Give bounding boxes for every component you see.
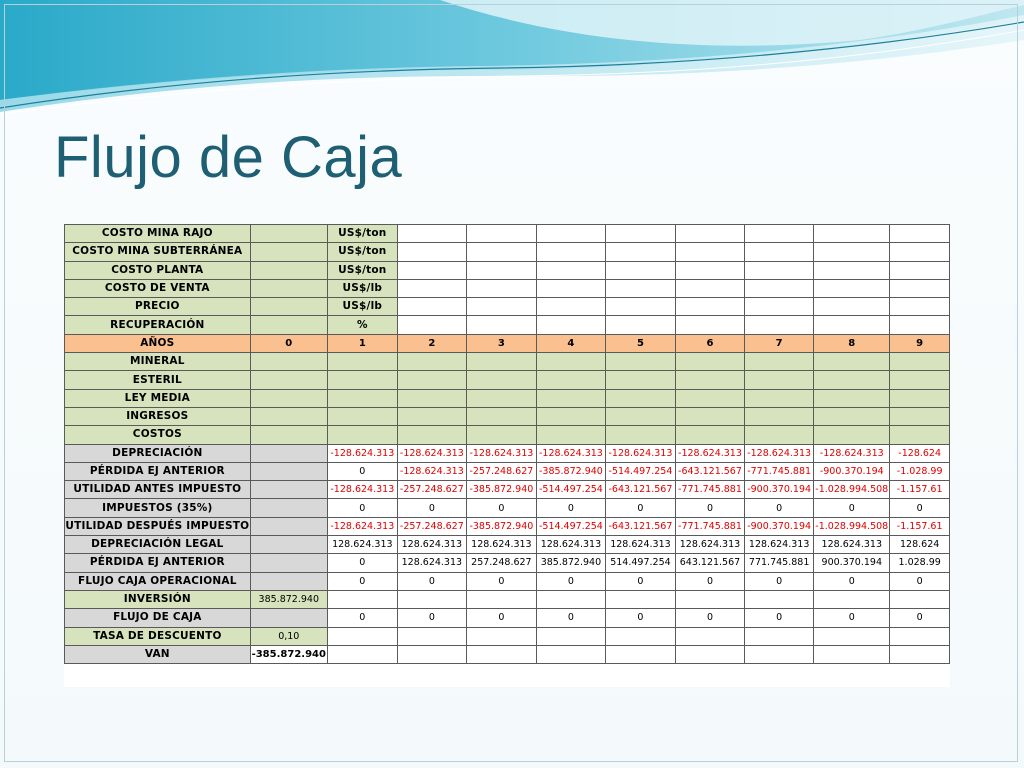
input-cell[interactable] bbox=[397, 426, 466, 444]
empty-cell bbox=[466, 298, 536, 316]
input-row bbox=[65, 371, 950, 389]
empty-cell bbox=[814, 627, 890, 645]
empty-cell bbox=[606, 627, 676, 645]
value-cell: -257.248.627 bbox=[397, 517, 466, 535]
value-cell: 0 bbox=[327, 609, 397, 627]
input-cell[interactable] bbox=[606, 426, 676, 444]
empty-cell bbox=[536, 316, 605, 334]
input-cell[interactable] bbox=[466, 353, 536, 371]
cash-flow-label: FLUJO DE CAJA bbox=[65, 609, 251, 627]
empty-cell bbox=[745, 316, 814, 334]
input-cell[interactable] bbox=[745, 353, 814, 371]
value-cell: -900.370.194 bbox=[814, 462, 890, 480]
input-row bbox=[65, 389, 950, 407]
value-cell: 0 bbox=[327, 572, 397, 590]
year0-cell bbox=[250, 499, 327, 517]
value-cell: -128.624.313 bbox=[466, 444, 536, 462]
value-cell: 0 bbox=[814, 609, 890, 627]
empty-cell bbox=[466, 243, 536, 261]
value-cell: 257.248.627 bbox=[466, 554, 536, 572]
empty-cell bbox=[397, 279, 466, 297]
value-cell: 0 bbox=[327, 554, 397, 572]
value-cell: -771.745.881 bbox=[675, 517, 744, 535]
value-cell: 128.624.313 bbox=[397, 554, 466, 572]
empty-cell bbox=[675, 298, 744, 316]
row-label: INGRESOS bbox=[65, 407, 251, 425]
van-label: VAN bbox=[65, 645, 251, 663]
year-header: 2 bbox=[397, 334, 466, 352]
empty-cell bbox=[536, 261, 605, 279]
value-cell: 0 bbox=[745, 572, 814, 590]
empty-cell bbox=[327, 627, 397, 645]
param-value-cell[interactable] bbox=[250, 298, 327, 316]
empty-cell bbox=[675, 627, 744, 645]
empty-cell bbox=[890, 279, 950, 297]
param-value-cell[interactable] bbox=[250, 261, 327, 279]
empty-cell bbox=[890, 316, 950, 334]
value-cell: -128.624.313 bbox=[814, 444, 890, 462]
input-cell[interactable] bbox=[814, 426, 890, 444]
empty-cell bbox=[466, 279, 536, 297]
empty-cell bbox=[814, 316, 890, 334]
cash-flow-row bbox=[65, 609, 950, 627]
empty-cell bbox=[814, 298, 890, 316]
input-cell[interactable] bbox=[606, 353, 676, 371]
input-cell[interactable] bbox=[675, 407, 744, 425]
empty-cell bbox=[890, 261, 950, 279]
input-cell[interactable] bbox=[675, 353, 744, 371]
row-label: DEPRECIACIÓN bbox=[65, 444, 251, 462]
value-cell: -771.745.881 bbox=[675, 481, 744, 499]
value-cell: 0 bbox=[466, 609, 536, 627]
van-value: -385.872.940 bbox=[250, 645, 327, 663]
param-label: COSTO PLANTA bbox=[65, 261, 251, 279]
empty-cell bbox=[397, 261, 466, 279]
value-cell: -128.624.313 bbox=[536, 444, 605, 462]
param-row bbox=[65, 316, 950, 334]
cash-flow-table bbox=[64, 224, 950, 664]
empty-cell bbox=[606, 261, 676, 279]
value-cell: 0 bbox=[397, 572, 466, 590]
value-cell: 128.624.313 bbox=[327, 536, 397, 554]
empty-cell bbox=[606, 298, 676, 316]
value-cell: 0 bbox=[536, 499, 605, 517]
empty-cell bbox=[890, 243, 950, 261]
year-header: 0 bbox=[250, 334, 327, 352]
value-cell: 0 bbox=[745, 609, 814, 627]
empty-cell bbox=[327, 645, 397, 663]
row-label: PÉRDIDA EJ ANTERIOR bbox=[65, 462, 251, 480]
value-cell: -514.497.254 bbox=[536, 481, 605, 499]
value-cell: -1.157.61 bbox=[890, 517, 950, 535]
value-cell: 0 bbox=[890, 609, 950, 627]
row-label: UTILIDAD DESPUÉS IMPUESTO bbox=[65, 517, 251, 535]
empty-cell bbox=[814, 243, 890, 261]
empty-cell bbox=[606, 645, 676, 663]
input-cell[interactable] bbox=[250, 389, 327, 407]
empty-cell bbox=[675, 645, 744, 663]
param-unit: US$/ton bbox=[327, 225, 397, 243]
param-row bbox=[65, 225, 950, 243]
value-cell: -514.497.254 bbox=[536, 517, 605, 535]
input-cell[interactable] bbox=[606, 407, 676, 425]
empty-cell bbox=[745, 590, 814, 608]
empty-cell bbox=[606, 316, 676, 334]
empty-cell bbox=[890, 590, 950, 608]
input-cell[interactable] bbox=[675, 426, 744, 444]
input-cell[interactable] bbox=[536, 389, 605, 407]
param-value-cell[interactable] bbox=[250, 279, 327, 297]
empty-cell bbox=[536, 279, 605, 297]
row-label: MINERAL bbox=[65, 353, 251, 371]
param-row bbox=[65, 261, 950, 279]
calc-row bbox=[65, 462, 950, 480]
input-cell[interactable] bbox=[250, 407, 327, 425]
row-label: PÉRDIDA EJ ANTERIOR bbox=[65, 554, 251, 572]
value-cell: 0 bbox=[814, 499, 890, 517]
input-cell[interactable] bbox=[745, 426, 814, 444]
value-cell: -257.248.627 bbox=[466, 462, 536, 480]
value-cell: 128.624.313 bbox=[675, 536, 744, 554]
value-cell: 0 bbox=[890, 499, 950, 517]
row-label: COSTOS bbox=[65, 426, 251, 444]
year0-cell bbox=[250, 462, 327, 480]
param-unit: US$/lb bbox=[327, 279, 397, 297]
input-cell[interactable] bbox=[397, 407, 466, 425]
value-cell: -514.497.254 bbox=[606, 462, 676, 480]
input-cell[interactable] bbox=[327, 371, 397, 389]
value-cell: 900.370.194 bbox=[814, 554, 890, 572]
input-cell[interactable] bbox=[536, 353, 605, 371]
value-cell: 0 bbox=[536, 609, 605, 627]
year-header: 4 bbox=[536, 334, 605, 352]
value-cell: 128.624.313 bbox=[466, 536, 536, 554]
param-value-cell[interactable] bbox=[250, 225, 327, 243]
year0-cell bbox=[250, 536, 327, 554]
empty-cell bbox=[397, 225, 466, 243]
empty-cell bbox=[397, 590, 466, 608]
row-label: UTILIDAD ANTES IMPUESTO bbox=[65, 481, 251, 499]
value-cell: 0 bbox=[675, 609, 744, 627]
param-unit: US$/ton bbox=[327, 261, 397, 279]
param-unit: US$/lb bbox=[327, 298, 397, 316]
input-cell[interactable] bbox=[250, 353, 327, 371]
param-label: RECUPERACIÓN bbox=[65, 316, 251, 334]
value-cell: 128.624.313 bbox=[814, 536, 890, 554]
input-cell[interactable] bbox=[814, 389, 890, 407]
value-cell: 1.028.99 bbox=[890, 554, 950, 572]
value-cell: -128.624.313 bbox=[397, 444, 466, 462]
empty-cell bbox=[606, 243, 676, 261]
param-label: COSTO MINA RAJO bbox=[65, 225, 251, 243]
year-header: 8 bbox=[814, 334, 890, 352]
empty-cell bbox=[675, 316, 744, 334]
value-cell: 128.624.313 bbox=[745, 536, 814, 554]
empty-cell bbox=[675, 590, 744, 608]
input-cell[interactable] bbox=[606, 389, 676, 407]
value-cell: 514.497.254 bbox=[606, 554, 676, 572]
calc-row bbox=[65, 517, 950, 535]
value-cell: -643.121.567 bbox=[606, 517, 676, 535]
input-cell[interactable] bbox=[466, 371, 536, 389]
value-cell: 643.121.567 bbox=[675, 554, 744, 572]
input-cell[interactable] bbox=[890, 407, 950, 425]
input-cell[interactable] bbox=[397, 389, 466, 407]
value-cell: 385.872.940 bbox=[536, 554, 605, 572]
empty-cell bbox=[397, 645, 466, 663]
value-cell: 0 bbox=[466, 572, 536, 590]
row-label: LEY MEDIA bbox=[65, 389, 251, 407]
empty-cell bbox=[606, 590, 676, 608]
empty-cell bbox=[745, 298, 814, 316]
input-cell[interactable] bbox=[890, 426, 950, 444]
empty-cell bbox=[675, 261, 744, 279]
row-label: DEPRECIACIÓN LEGAL bbox=[65, 536, 251, 554]
empty-cell bbox=[536, 298, 605, 316]
row-label: ESTERIL bbox=[65, 371, 251, 389]
empty-cell bbox=[606, 279, 676, 297]
empty-cell bbox=[745, 225, 814, 243]
input-cell[interactable] bbox=[814, 407, 890, 425]
input-cell[interactable] bbox=[250, 426, 327, 444]
year0-cell bbox=[250, 572, 327, 590]
empty-cell bbox=[397, 298, 466, 316]
years-header-row bbox=[65, 334, 950, 352]
input-cell[interactable] bbox=[466, 426, 536, 444]
empty-cell bbox=[675, 279, 744, 297]
calc-row bbox=[65, 536, 950, 554]
value-cell: 128.624.313 bbox=[536, 536, 605, 554]
empty-cell bbox=[536, 225, 605, 243]
input-cell[interactable] bbox=[814, 353, 890, 371]
value-cell: 128.624 bbox=[890, 536, 950, 554]
param-value-cell[interactable] bbox=[250, 243, 327, 261]
year-header: 3 bbox=[466, 334, 536, 352]
value-cell: -643.121.567 bbox=[606, 481, 676, 499]
value-cell: -128.624.313 bbox=[397, 462, 466, 480]
discount-rate-row bbox=[65, 627, 950, 645]
input-cell[interactable] bbox=[327, 353, 397, 371]
input-cell[interactable] bbox=[466, 407, 536, 425]
year0-cell bbox=[250, 444, 327, 462]
input-cell[interactable] bbox=[890, 371, 950, 389]
empty-cell bbox=[745, 261, 814, 279]
empty-cell bbox=[536, 243, 605, 261]
input-row bbox=[65, 353, 950, 371]
input-cell[interactable] bbox=[745, 371, 814, 389]
calc-row bbox=[65, 572, 950, 590]
empty-cell bbox=[675, 225, 744, 243]
year-header: 6 bbox=[675, 334, 744, 352]
row-label: FLUJO CAJA OPERACIONAL bbox=[65, 572, 251, 590]
value-cell: 0 bbox=[327, 499, 397, 517]
year0-cell bbox=[250, 609, 327, 627]
value-cell: -128.624.313 bbox=[606, 444, 676, 462]
empty-cell bbox=[890, 225, 950, 243]
input-row bbox=[65, 407, 950, 425]
value-cell: 0 bbox=[606, 499, 676, 517]
value-cell: -385.872.940 bbox=[536, 462, 605, 480]
year0-cell bbox=[250, 517, 327, 535]
input-cell[interactable] bbox=[397, 353, 466, 371]
value-cell: 0 bbox=[606, 572, 676, 590]
input-cell[interactable] bbox=[745, 407, 814, 425]
input-cell[interactable] bbox=[327, 426, 397, 444]
value-cell: -1.028.99 bbox=[890, 462, 950, 480]
empty-cell bbox=[536, 627, 605, 645]
input-cell[interactable] bbox=[536, 371, 605, 389]
value-cell: -128.624.313 bbox=[327, 444, 397, 462]
value-cell: 128.624.313 bbox=[397, 536, 466, 554]
value-cell: 0 bbox=[397, 609, 466, 627]
empty-cell bbox=[397, 627, 466, 645]
value-cell: -771.745.881 bbox=[745, 462, 814, 480]
value-cell: 0 bbox=[397, 499, 466, 517]
year-header: 7 bbox=[745, 334, 814, 352]
param-label: PRECIO bbox=[65, 298, 251, 316]
input-cell[interactable] bbox=[536, 407, 605, 425]
param-label: COSTO MINA SUBTERRÁNEA bbox=[65, 243, 251, 261]
empty-cell bbox=[466, 316, 536, 334]
input-cell[interactable] bbox=[327, 389, 397, 407]
empty-cell bbox=[890, 298, 950, 316]
input-cell[interactable] bbox=[890, 389, 950, 407]
value-cell: 0 bbox=[745, 499, 814, 517]
empty-cell bbox=[814, 225, 890, 243]
empty-cell bbox=[890, 627, 950, 645]
value-cell: -900.370.194 bbox=[745, 481, 814, 499]
param-unit: % bbox=[327, 316, 397, 334]
empty-cell bbox=[536, 590, 605, 608]
value-cell: -900.370.194 bbox=[745, 517, 814, 535]
input-cell[interactable] bbox=[536, 426, 605, 444]
input-cell[interactable] bbox=[606, 371, 676, 389]
value-cell: 771.745.881 bbox=[745, 554, 814, 572]
input-cell[interactable] bbox=[890, 353, 950, 371]
input-cell[interactable] bbox=[745, 389, 814, 407]
empty-cell bbox=[814, 590, 890, 608]
year0-cell bbox=[250, 554, 327, 572]
inversion-value: 385.872.940 bbox=[250, 590, 327, 608]
value-cell: 0 bbox=[606, 609, 676, 627]
value-cell: -128.624 bbox=[890, 444, 950, 462]
empty-cell bbox=[466, 590, 536, 608]
input-cell[interactable] bbox=[466, 389, 536, 407]
input-cell[interactable] bbox=[327, 407, 397, 425]
year-header: 5 bbox=[606, 334, 676, 352]
input-cell[interactable] bbox=[675, 389, 744, 407]
calc-row bbox=[65, 499, 950, 517]
empty-cell bbox=[745, 279, 814, 297]
value-cell: -1.028.994.508 bbox=[814, 481, 890, 499]
empty-cell bbox=[814, 261, 890, 279]
empty-cell bbox=[745, 645, 814, 663]
slide-title: Flujo de Caja bbox=[54, 125, 403, 190]
year-header: 9 bbox=[890, 334, 950, 352]
param-unit: US$/ton bbox=[327, 243, 397, 261]
empty-cell bbox=[814, 279, 890, 297]
inversion-row bbox=[65, 590, 950, 608]
input-cell[interactable] bbox=[675, 371, 744, 389]
empty-cell bbox=[745, 243, 814, 261]
value-cell: -128.624.313 bbox=[675, 444, 744, 462]
value-cell: -385.872.940 bbox=[466, 517, 536, 535]
empty-cell bbox=[814, 645, 890, 663]
empty-cell bbox=[890, 645, 950, 663]
value-cell: 0 bbox=[675, 499, 744, 517]
param-row bbox=[65, 298, 950, 316]
input-cell[interactable] bbox=[397, 371, 466, 389]
value-cell: -1.157.61 bbox=[890, 481, 950, 499]
input-cell[interactable] bbox=[814, 371, 890, 389]
empty-cell bbox=[466, 261, 536, 279]
param-row bbox=[65, 279, 950, 297]
value-cell: -128.624.313 bbox=[745, 444, 814, 462]
inversion-label: INVERSIÓN bbox=[65, 590, 251, 608]
empty-cell bbox=[397, 243, 466, 261]
value-cell: 128.624.313 bbox=[606, 536, 676, 554]
discount-rate-label: TASA DE DESCUENTO bbox=[65, 627, 251, 645]
years-header-label: AÑOS bbox=[65, 334, 251, 352]
year-header: 1 bbox=[327, 334, 397, 352]
param-row bbox=[65, 243, 950, 261]
value-cell: -1.028.994.508 bbox=[814, 517, 890, 535]
value-cell: 0 bbox=[814, 572, 890, 590]
year0-cell bbox=[250, 481, 327, 499]
input-row bbox=[65, 426, 950, 444]
empty-cell bbox=[606, 225, 676, 243]
param-value-cell[interactable] bbox=[250, 316, 327, 334]
value-cell: -128.624.313 bbox=[327, 481, 397, 499]
value-cell: 0 bbox=[675, 572, 744, 590]
row-label: IMPUESTOS (35%) bbox=[65, 499, 251, 517]
empty-cell bbox=[745, 627, 814, 645]
empty-cell bbox=[466, 645, 536, 663]
empty-cell bbox=[466, 225, 536, 243]
empty-cell bbox=[536, 645, 605, 663]
param-label: COSTO DE VENTA bbox=[65, 279, 251, 297]
calc-row bbox=[65, 481, 950, 499]
value-cell: 0 bbox=[466, 499, 536, 517]
value-cell: -128.624.313 bbox=[327, 517, 397, 535]
discount-rate-value: 0,10 bbox=[250, 627, 327, 645]
empty-cell bbox=[397, 316, 466, 334]
value-cell: -385.872.940 bbox=[466, 481, 536, 499]
calc-row bbox=[65, 554, 950, 572]
value-cell: -643.121.567 bbox=[675, 462, 744, 480]
spreadsheet-area bbox=[64, 224, 950, 687]
value-cell: -257.248.627 bbox=[397, 481, 466, 499]
empty-cell bbox=[327, 590, 397, 608]
input-cell[interactable] bbox=[250, 371, 327, 389]
value-cell: 0 bbox=[536, 572, 605, 590]
empty-cell bbox=[466, 627, 536, 645]
calc-row bbox=[65, 444, 950, 462]
value-cell: 0 bbox=[890, 572, 950, 590]
van-row bbox=[65, 645, 950, 663]
value-cell: 0 bbox=[327, 462, 397, 480]
empty-cell bbox=[675, 243, 744, 261]
